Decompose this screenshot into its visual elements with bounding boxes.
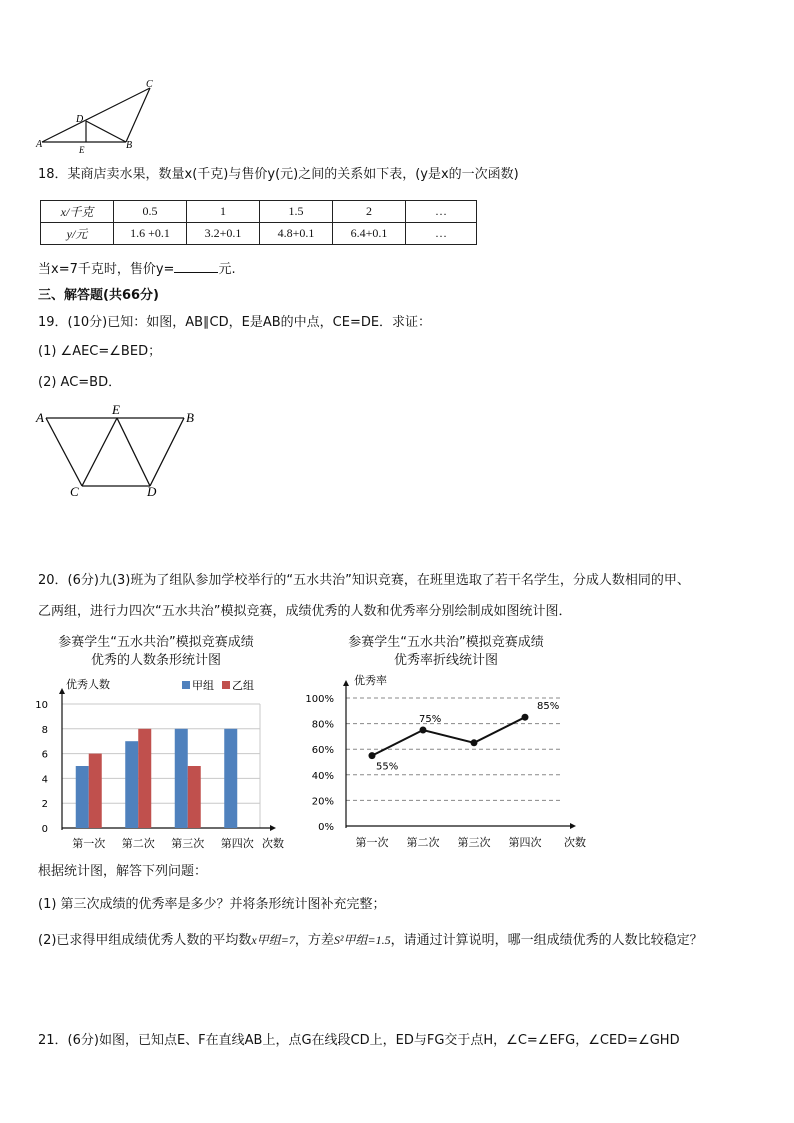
legend-swatch: [182, 681, 190, 689]
data-point: [471, 739, 478, 746]
bar: [188, 766, 201, 828]
q18-answer-line: [38, 260, 236, 279]
x-axis-arrow: [570, 823, 576, 829]
q18-table: [40, 200, 477, 245]
y-tick-label: 8: [41, 724, 48, 736]
table-cell: 1: [187, 201, 260, 223]
data-point: [522, 714, 529, 721]
legend-label: 乙组: [232, 679, 254, 692]
data-label: 85%: [537, 701, 560, 713]
table-row: [41, 223, 477, 245]
y-tick-label: 60%: [311, 745, 334, 757]
table-cell: …: [406, 201, 477, 223]
x-tick-label: 第四次: [220, 837, 254, 850]
fig17-label-c: C: [146, 79, 153, 90]
bar: [125, 741, 138, 828]
table-row: [41, 201, 477, 223]
q20-part2-a: (2)已求得甲组成绩优秀人数的平均数: [38, 933, 252, 948]
line-chart-svg: [296, 632, 596, 854]
bar-chart: [24, 632, 288, 854]
y-axis-arrow: [343, 680, 349, 686]
table-cell: 1.6 +0.1: [114, 223, 187, 245]
bar: [224, 729, 237, 828]
data-label: 55%: [376, 761, 399, 773]
fig19-label-c: C: [70, 484, 79, 499]
line-chart-title: 参赛学生“五水共治”模拟竞赛成绩: [348, 635, 544, 650]
x-tick-label: 第一次: [72, 837, 106, 850]
line-chart-subtitle: 优秀率折线统计图: [393, 653, 498, 668]
x-tick-label: 第三次: [171, 837, 205, 850]
y-axis-label: 优秀人数: [66, 678, 110, 691]
y-tick-label: 40%: [311, 770, 334, 782]
q20-part2-c: ，请通过计算说明，哪一组成绩优秀的人数比较稳定？: [390, 933, 703, 948]
q18-answer-prefix: 当x=7千克时，售价y=: [38, 262, 175, 277]
bar: [138, 729, 151, 828]
y-tick-label: 80%: [311, 719, 334, 731]
fig19-label-e: E: [112, 402, 120, 417]
bar-chart-title: 参赛学生“五水共治”模拟竞赛成绩: [58, 635, 254, 650]
table-cell: …: [406, 223, 477, 245]
q19-text: 19．(10分)已知：如图，AB∥CD，E是AB的中点，CE=DE．求证：: [38, 315, 432, 330]
y-tick-label: 0%: [318, 822, 334, 833]
fig19-label-b: B: [186, 410, 194, 425]
bar-chart-subtitle: 优秀的人数条形统计图: [90, 653, 221, 668]
x-axis-label: 次数: [564, 836, 586, 849]
x-axis-arrow: [270, 825, 276, 831]
bar-chart-svg: [24, 632, 288, 854]
series-line: [372, 717, 525, 755]
triangle-figure-17: [34, 78, 164, 156]
data-point: [369, 752, 376, 759]
y-tick-label: 10: [35, 700, 48, 711]
table-cell: 3.2+0.1: [187, 223, 260, 245]
x-tick-label: 第二次: [121, 837, 155, 850]
table-cell: x/千克: [41, 201, 114, 223]
data-point: [420, 727, 427, 734]
y-tick-label: 0: [41, 824, 48, 835]
q18-answer-suffix: 元.: [218, 262, 236, 277]
q20-part2-b: ，方差: [294, 933, 334, 948]
y-tick-label: 20%: [311, 796, 334, 808]
fig17-label-d: D: [76, 114, 84, 125]
x-tick-label: 第二次: [406, 836, 440, 849]
data-label: 75%: [419, 714, 442, 725]
table-cell: 6.4+0.1: [333, 223, 406, 245]
y-axis-label: 优秀率: [354, 674, 387, 687]
legend-swatch: [222, 681, 230, 689]
line-chart: [296, 632, 596, 854]
table-cell: 4.8+0.1: [260, 223, 333, 245]
section-heading: 三、解答题(共66分): [38, 288, 159, 303]
q20-line2: 乙两组，进行力四次“五水共治”模拟竞赛，成绩优秀的人数和优秀率分别绘制成如图统计图．: [38, 604, 572, 619]
x-tick-label: 第四次: [508, 836, 542, 849]
q20-variance: S²甲组=1.5: [333, 933, 391, 947]
y-tick-label: 4: [41, 774, 48, 786]
table-cell: y/元: [41, 223, 114, 245]
bar: [175, 729, 188, 828]
y-tick-label: 100%: [305, 694, 334, 705]
y-tick-label: 6: [41, 749, 48, 761]
x-tick-label: 第一次: [355, 836, 389, 849]
q19-part2: (2) AC=BD．: [38, 375, 122, 390]
q20-part1: (1) 第三次成绩的优秀率是多少？并将条形统计图补充完整；: [38, 897, 386, 912]
fig19-label-d: D: [147, 484, 157, 499]
trapezoid-figure-19: [34, 400, 200, 500]
legend-label: 甲组: [192, 679, 214, 692]
bar: [76, 766, 89, 828]
answer-blank: [174, 260, 218, 273]
fig17-label-e: E: [79, 145, 85, 155]
x-axis-label: 次数: [262, 837, 284, 850]
q19-part1: (1) ∠AEC=∠BED；: [38, 344, 162, 359]
q20-mean: x甲组=7: [251, 933, 295, 947]
fig19-label-a: A: [36, 410, 44, 425]
q20-line1: 20．(6分)九(3)班为了组队参加学校举行的“五水共治”知识竞赛，在班里选取了若干名学生，分成人数相同的甲、: [38, 573, 690, 588]
q18-text: 18．某商店卖水果，数量x(千克)与售价y(元)之间的关系如下表，(y是x的一次函数): [38, 167, 519, 182]
q20-after-chart: 根据统计图，解答下列问题：: [38, 864, 208, 879]
q21-text: 21．(6分)如图，已知点E、F在直线AB上，点G在线段CD上，ED与FG交于点H，∠C=∠EFG，∠CED=∠GHD: [38, 1033, 680, 1048]
q20-part2: [38, 931, 703, 950]
fig17-label-a: A: [36, 139, 43, 150]
y-axis-arrow: [59, 688, 65, 694]
y-tick-label: 2: [41, 799, 48, 811]
x-tick-label: 第三次: [457, 836, 491, 849]
table-cell: 1.5: [260, 201, 333, 223]
bar: [89, 754, 102, 828]
fig17-label-b: B: [126, 140, 133, 151]
table-cell: 0.5: [114, 201, 187, 223]
table-cell: 2: [333, 201, 406, 223]
